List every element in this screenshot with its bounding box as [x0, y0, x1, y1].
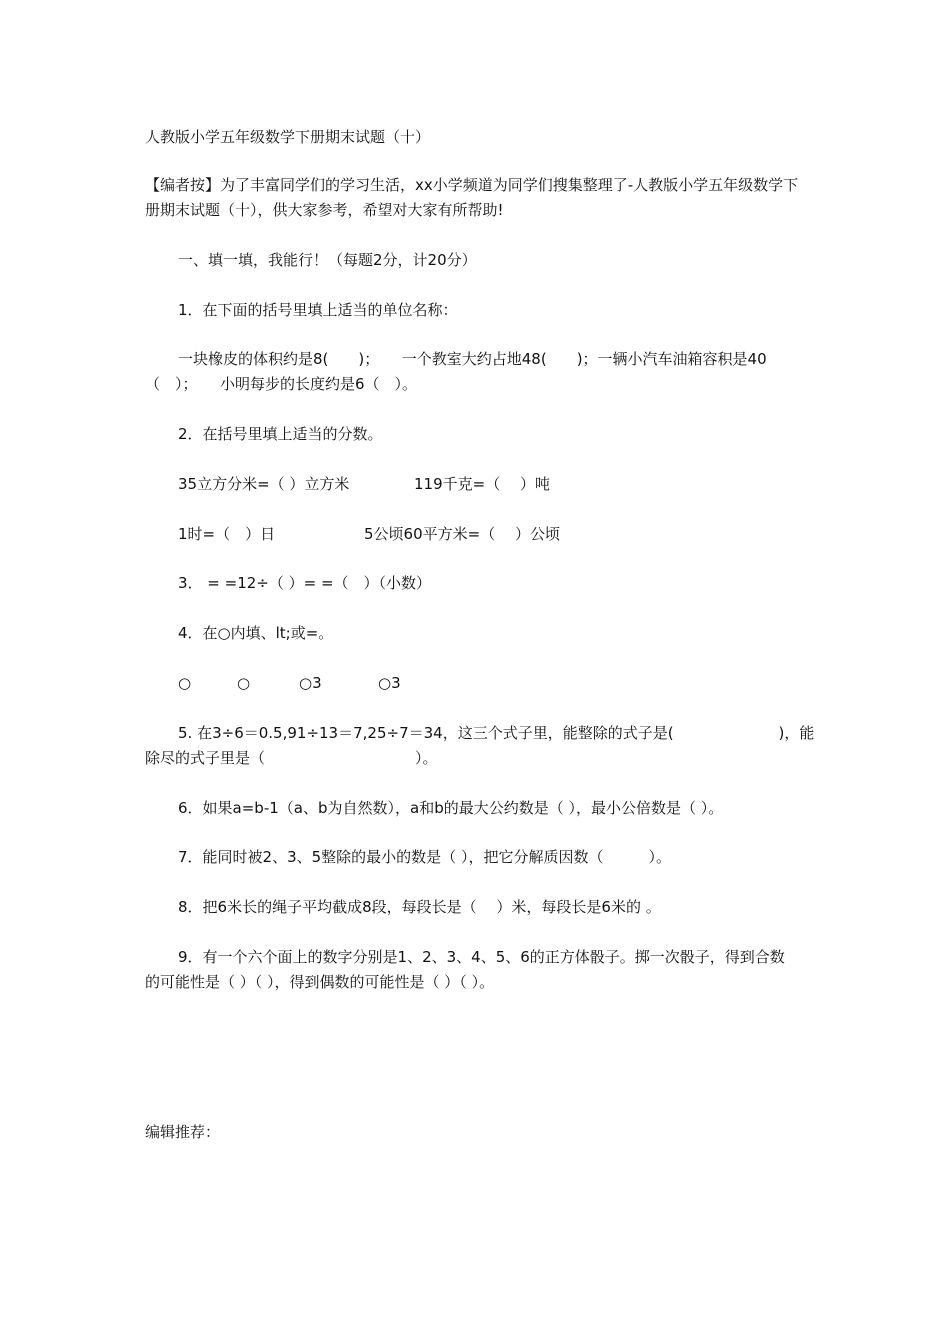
question-2-row1-b: 119千克=（ ）吨: [414, 475, 550, 493]
question-4-circle-3: ○3: [299, 674, 322, 692]
question-9-line-1: 9．有一个六个面上的数字分别是1、2、3、4、5、6的正方体骰子。掷一次骰子，得到合数: [178, 948, 785, 966]
question-8: 8．把6米长的绳子平均截成8段，每段长是（ ）米，每段长是6米的 。: [178, 898, 661, 916]
section-heading: 一、填一填，我能行！（每题2分，计20分）: [178, 251, 477, 269]
question-5-line-1: 5. 在3÷6＝0.5,91÷13＝7,25÷7＝34，这三个式子里，能整除的式子是( )，能: [178, 724, 815, 742]
question-4-circle-1: ○: [178, 674, 192, 692]
question-4-circle-2: ○: [237, 674, 251, 692]
question-9-line-2: 的可能性是（ ）（ ），得到偶数的可能性是（ ）（ ）。: [145, 973, 495, 991]
editor-note: 【编者按】为了丰富同学们的学习生活，xx小学频道为同学们搜集整理了-人教版小学五年级数学下册期末试题（十），供大家参考，希望对大家有所帮助!: [145, 176, 799, 219]
question-2-row2-b: 5公顷60平方米=（ ）公顷: [364, 525, 560, 543]
question-4-circle-4: ○3: [378, 674, 401, 692]
question-2-row1-a: 35立方分米=（ ）立方米: [178, 475, 350, 493]
question-6: 6．如果a=b-1（a、b为自然数），a和b的最大公约数是（ ），最小公倍数是（ ）。: [178, 799, 724, 817]
editor-recommendation: 编辑推荐：: [145, 1123, 221, 1141]
question-1-stem: 1．在下面的括号里填上适当的单位名称：: [178, 301, 458, 319]
question-3: 3． = =12÷（ ）= =（ ）（小数）: [178, 574, 432, 592]
question-1-body: 一块橡皮的体积约是8( )； 一个教室大约占地48( )；一辆小汽车油箱容积是40（ ）； 小明每步的长度约是6（ ）。: [145, 350, 767, 393]
document-title: 人教版小学五年级数学下册期末试题（十）: [145, 128, 431, 146]
question-7: 7．能同时被2、3、5整除的最小的数是（ ），把它分解质因数（ ）。: [178, 848, 671, 866]
question-5-line-2: 除尽的式子里是（ ）。: [145, 749, 438, 767]
question-4-stem: 4．在○内填、lt;或=。: [178, 624, 334, 642]
question-2-stem: 2．在括号里填上适当的分数。: [178, 425, 383, 443]
question-2-row2-a: 1时=（ ）日: [178, 525, 276, 543]
